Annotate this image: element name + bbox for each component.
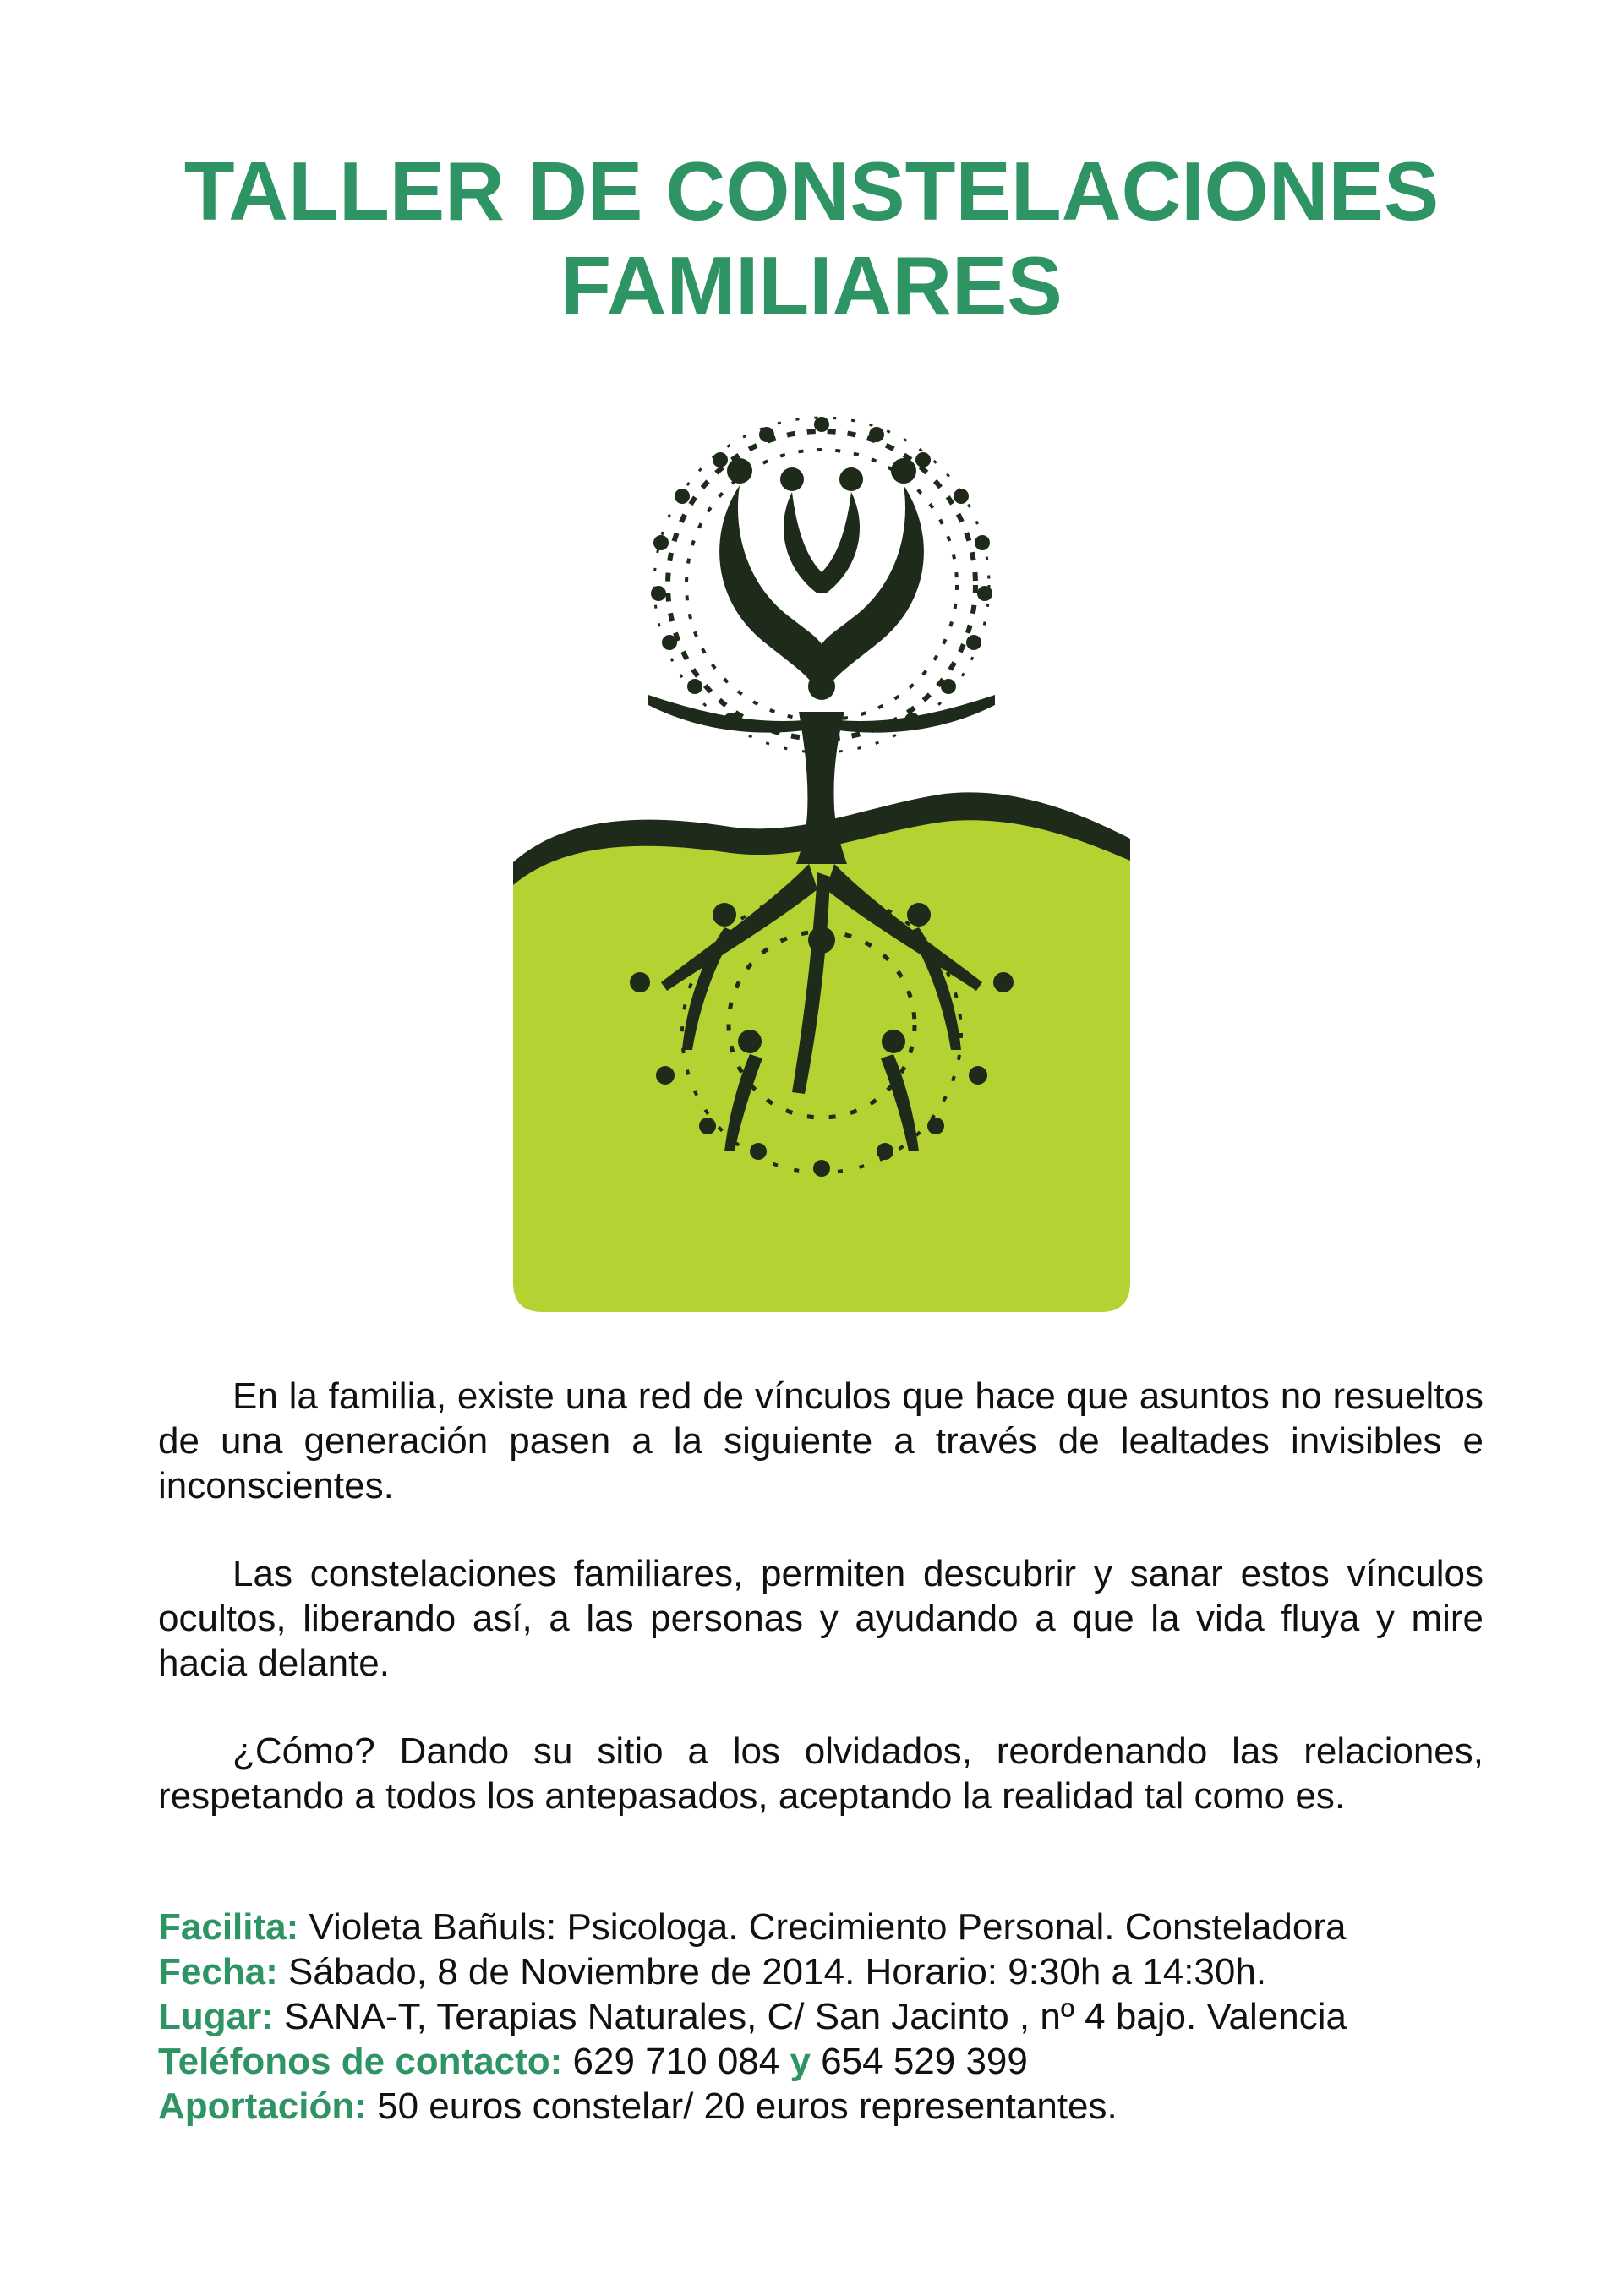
family-tree-illustration — [513, 391, 1130, 1312]
aportacion-label: Aportación: — [158, 2086, 367, 2127]
detail-telefonos — [158, 2039, 1527, 2084]
lugar-value: SANA-T, Terapias Naturales, C/ San Jacinto , nº 4 bajo. Valencia — [273, 1996, 1347, 2037]
phone-2: 654 529 399 — [810, 2041, 1028, 2082]
detail-fecha — [158, 1949, 1527, 1994]
detail-lugar — [158, 1994, 1527, 2039]
facilita-label: Facilita: — [158, 1906, 299, 1948]
fecha-label: Fecha: — [158, 1951, 278, 1993]
tree-trunk — [796, 712, 847, 864]
aportacion-value: 50 euros constelar/ 20 euros representantes. — [366, 2086, 1118, 2127]
intro-paragraph: En la familia, existe una red de vínculos que hace que asuntos no resueltos de una generación pasen a la siguiente a través de lealtades invisibles e inconscientes. — [158, 1375, 1484, 1506]
phone-joiner: y — [790, 2041, 811, 2082]
telefonos-label: Teléfonos de contacto: — [158, 2041, 563, 2082]
detail-aportacion — [158, 2084, 1527, 2129]
fecha-value: Sábado, 8 de Noviembre de 2014. Horario: 9:30h a 14:30h. — [277, 1951, 1267, 1993]
phone-1: 629 710 084 — [562, 2041, 790, 2082]
constellations-paragraph: Las constelaciones familiares, permiten descubrir y sanar estos vínculos ocultos, liberando así, a las personas y ayudando a que la vida fluya y mire hacia delante. — [158, 1553, 1484, 1684]
detail-facilita — [158, 1905, 1527, 1949]
title-line-1: TALLER DE CONSTELACIONES — [183, 145, 1440, 238]
page-title — [0, 144, 1623, 333]
lugar-label: Lugar: — [158, 1996, 274, 2037]
event-details — [158, 1905, 1527, 2129]
how-paragraph: ¿Cómo? Dando su sitio a los olvidados, reordenando las relaciones, respetando a todos los antepasados, aceptando la realidad tal como es. — [158, 1730, 1484, 1817]
facilita-value: Violeta Bañuls: Psicologa. Crecimiento Personal. Consteladora — [298, 1906, 1347, 1948]
title-line-2: FAMILIARES — [560, 239, 1063, 332]
